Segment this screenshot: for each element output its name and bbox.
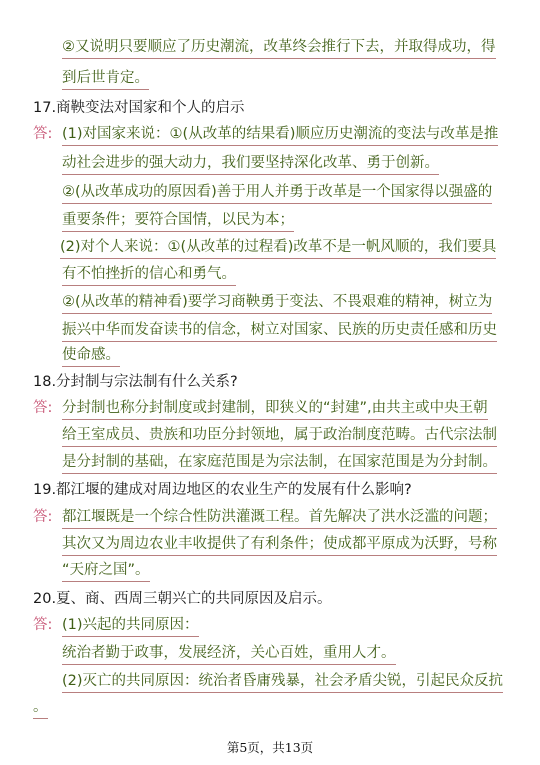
answer-line: (2)灭亡的共同原因：统治者昏庸残暴，社会矛盾尖锐，引起民众反抗 (62, 673, 503, 693)
answer-line: 统治者勤于政事，发展经济，关心百姓，重用人才。 (62, 645, 396, 665)
answer-line: “天府之国”。 (62, 562, 150, 582)
question-18: 18.分封制与宗法制有什么关系? (33, 374, 238, 390)
answer-line: (1)兴起的共同原因： (62, 617, 199, 637)
answer-line: 使命感。 (62, 347, 120, 367)
answer-label: 答: (33, 400, 53, 416)
answer-line: 有不怕挫折的信心和勇气。 (62, 266, 236, 286)
answer-line: 给王室成员、贵族和功臣分封领地，属于政治制度范畴。古代宗法制 (62, 427, 497, 447)
answer-label: 答: (33, 617, 53, 633)
answer-line: 动社会进步的强大动力，我们要坚持深化改革、勇于创新。 (62, 155, 439, 175)
answer-line: ②又说明只要顺应了历史潮流，改革终会推行下去，并取得成功，得 (62, 39, 496, 59)
page-footer: 第5页，共13页 (226, 740, 314, 755)
answer-label: 答: (33, 126, 53, 142)
answer-line: 是分封制的基础，在家庭范围是为宗法制，在国家范围是为分封制。 (62, 454, 497, 474)
answer-line: (1)对国家来说：①(从改革的结果看)顺应历史潮流的变法与改革是推 (62, 126, 498, 146)
answer-line: ②(从改革的精神看)要学习商鞅勇于变法、不畏艰难的精神，树立为 (62, 294, 492, 314)
answer-line: (2)对个人来说：①(从改革的过程看)改革不是一帆风顺的，我们要具 (60, 239, 496, 259)
answer-line: 分封制也称分封制度或封建制，即狭义的“封建”,由共主或中央王朝 (62, 400, 488, 420)
question-17: 17.商鞅变法对国家和个人的启示 (33, 100, 245, 116)
answer-label: 答: (33, 509, 53, 525)
answer-line: ②(从改革成功的原因看)善于用人并勇于改革是一个国家得以强盛的 (62, 184, 492, 204)
question-20: 20.夏、商、西周三朝兴亡的共同原因及启示。 (33, 591, 332, 607)
answer-line: 到后世肯定。 (62, 70, 149, 90)
question-19: 19.都江堰的建成对周边地区的农业生产的发展有什么影响? (33, 482, 412, 498)
answer-line: 振兴中华而发奋读书的信念，树立对国家、民族的历史责任感和历史 (62, 322, 497, 342)
answer-line: 。 (33, 699, 48, 719)
answer-line: 其次又为周边农业丰收提供了有利条件；使成都平原成为沃野，号称 (62, 536, 497, 556)
answer-line: 都江堰既是一个综合性防洪灌溉工程。首先解决了洪水泛滥的问题； (62, 509, 497, 529)
answer-line: 重要条件；要符合国情，以民为本； (62, 212, 294, 232)
